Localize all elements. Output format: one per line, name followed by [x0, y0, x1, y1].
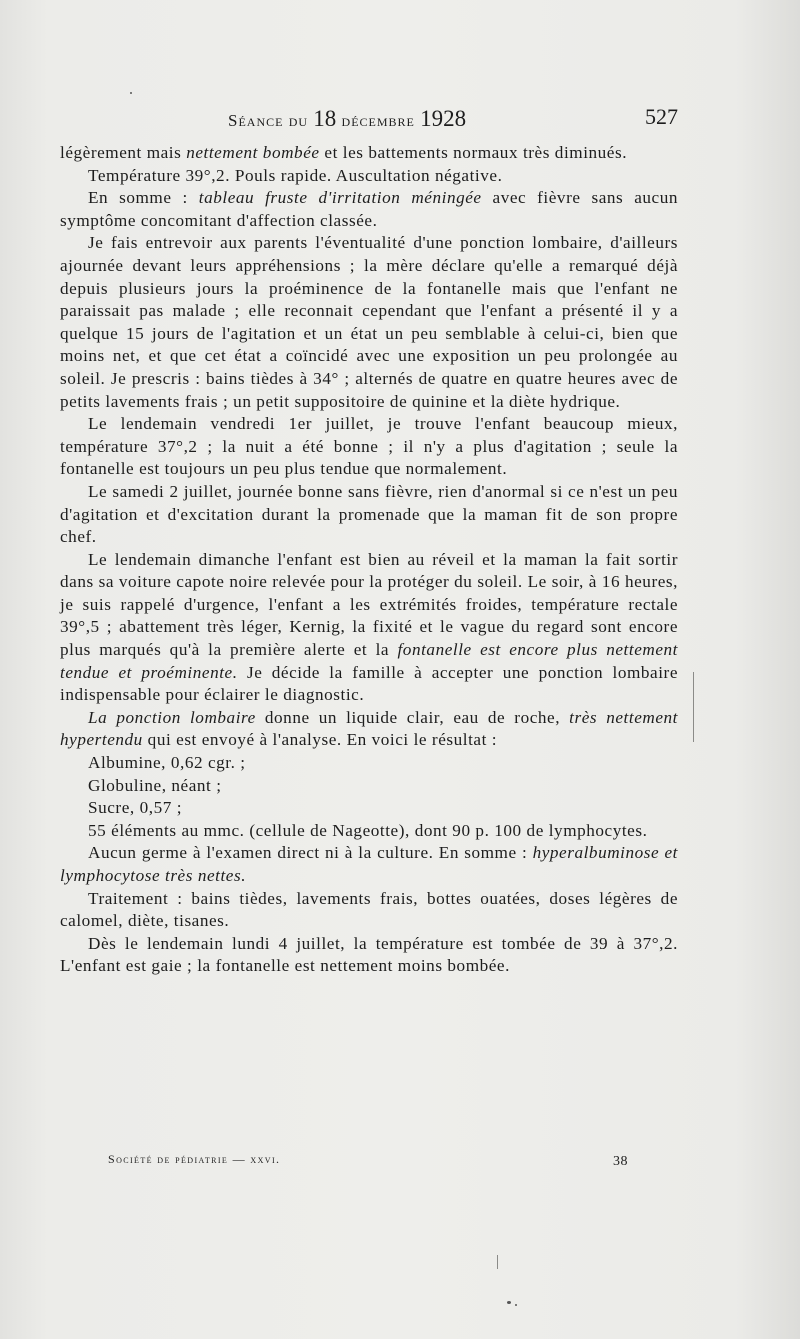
- paragraph: [60, 842, 678, 887]
- italic-segment: fontanelle est encore plus nettement tendue et proéminente.: [60, 640, 678, 682]
- italic-segment: nettement bombée: [186, 143, 320, 162]
- footer-sheet-number: 38: [613, 1154, 628, 1169]
- text-segment: et les battements normaux très diminués.: [319, 143, 628, 162]
- text-segment: Albumine, 0,62 cgr. ;: [88, 753, 246, 773]
- ink-speck: [507, 1301, 511, 1304]
- text-segment: Dès le lendemain lundi 4 juillet, la température est tombée de 39 à 37°,2. L'enfant est gaie ; la fontanelle est nettement moins bombée.: [60, 933, 678, 976]
- text-segment: Le samedi 2 juillet, journée bonne sans fièvre, rien d'anormal si ce n'est un peu d'agitation et d'excitation durant la promenade que la maman fit de son propre chef.: [60, 481, 678, 547]
- paragraph: [60, 775, 678, 798]
- page-footer: [108, 1148, 628, 1172]
- text-segment: Température 39°,2. Pouls rapide. Auscultation négative.: [88, 165, 503, 185]
- ink-speck: [130, 92, 132, 94]
- paragraph: [60, 888, 678, 933]
- paragraph: [60, 820, 678, 843]
- italic-segment: hyperalbuminose et lymphocytose très nettes.: [60, 843, 679, 885]
- italic-segment: La ponction lombaire: [88, 707, 256, 727]
- paragraph: [60, 142, 678, 165]
- running-title-month: décembre: [336, 111, 421, 130]
- paragraph: [60, 752, 678, 775]
- running-title: [228, 106, 466, 132]
- margin-mark: [497, 1255, 498, 1269]
- text-segment: 55 éléments au mmc. (cellule de Nageotte), dont 90 p. 100 de lymphocytes.: [88, 820, 648, 840]
- text-segment: Sucre, 0,57 ;: [88, 798, 183, 818]
- body-text: [60, 142, 678, 978]
- page-number: 527: [645, 104, 678, 129]
- text-segment: Je fais entrevoir aux parents l'éventualité d'une ponction lombaire, d'ailleurs ajournée devant leurs appréhensions ; la mère déclare qu'elle a remarqué déjà depuis plusieurs jours la proéminence de la fontanelle mais que l'enfant ne paraissait pas malade ; elle reconnait cependant que l'enfant a présenté il y a quelque 15 jours de l'agitation et un état un peu semblable à celui-ci, bien que moins net, et que cet état a coïncidé avec une exposition un peu prolongée au soleil. Je prescris : bains tièdes à 34° ; alternés de quatre en quatre heures avec de petits lavements frais ; un petit suppositoire de quinine et la diète hydrique.: [60, 233, 678, 411]
- text-segment: donne un liquide clair, eau de roche,: [255, 707, 570, 727]
- text-segment: Le lendemain vendredi 1er juillet, je trouve l'enfant beaucoup mieux, température 37°,2 ; la nuit a été bonne ; il n'y a plus d'agitation ; seule la fontanelle est toujours un peu plus tendue que normalement.: [60, 414, 678, 479]
- page-header: [60, 100, 680, 132]
- text-segment: Je décide la famille à accepter une ponction lombaire indispensable pour éclairer le diagnostic.: [60, 662, 678, 705]
- text-segment: Aucun germe à l'examen direct ni à la culture. En somme :: [88, 843, 533, 863]
- running-title-year: 1928: [420, 106, 467, 131]
- paragraph: [60, 413, 678, 481]
- text-segment: En somme :: [88, 188, 199, 208]
- paragraph: [60, 933, 678, 978]
- ink-speck: [515, 1304, 517, 1306]
- italic-segment: tableau fruste d'irritation méningée: [198, 188, 482, 208]
- margin-mark: [693, 672, 694, 742]
- italic-segment: très nettement hypertendu: [60, 707, 679, 750]
- text-segment: Le lendemain dimanche l'enfant est bien au réveil et la maman la fait sortir dans sa voiture capote noire relevée pour la protéger du soleil. Le soir, à 16 heures, je suis rappelé d'urgence, l'enfant a les extrémités froides, température rectale 39°,5 ; abattement très léger, Kernig, la fixité et le vague du regard sont encore plus marqués qu'à la première alerte et la: [60, 549, 678, 660]
- text-segment: légèrement mais: [60, 143, 187, 162]
- text-segment: qui est envoyé à l'analyse. En voici le résultat :: [142, 730, 498, 750]
- text-segment: Globuline, néant ;: [88, 775, 222, 795]
- text-segment: Traitement : bains tièdes, lavements frais, bottes ouatées, doses légères de calomel, diète, tisanes.: [60, 888, 678, 931]
- paragraph: [60, 187, 678, 232]
- running-title-day: 18: [313, 106, 337, 131]
- paragraph: [60, 549, 678, 707]
- paragraph: [60, 232, 678, 413]
- paragraph: [60, 707, 678, 752]
- running-title-prefix: Séance du: [228, 111, 314, 130]
- paragraph: [60, 797, 678, 820]
- paragraph: [60, 165, 678, 188]
- text-segment: avec fièvre sans aucun symptôme concomitant d'affection classée.: [60, 188, 678, 230]
- footer-signature: Société de pédiatrie — xxvi.: [108, 1152, 281, 1166]
- paragraph: [60, 481, 678, 549]
